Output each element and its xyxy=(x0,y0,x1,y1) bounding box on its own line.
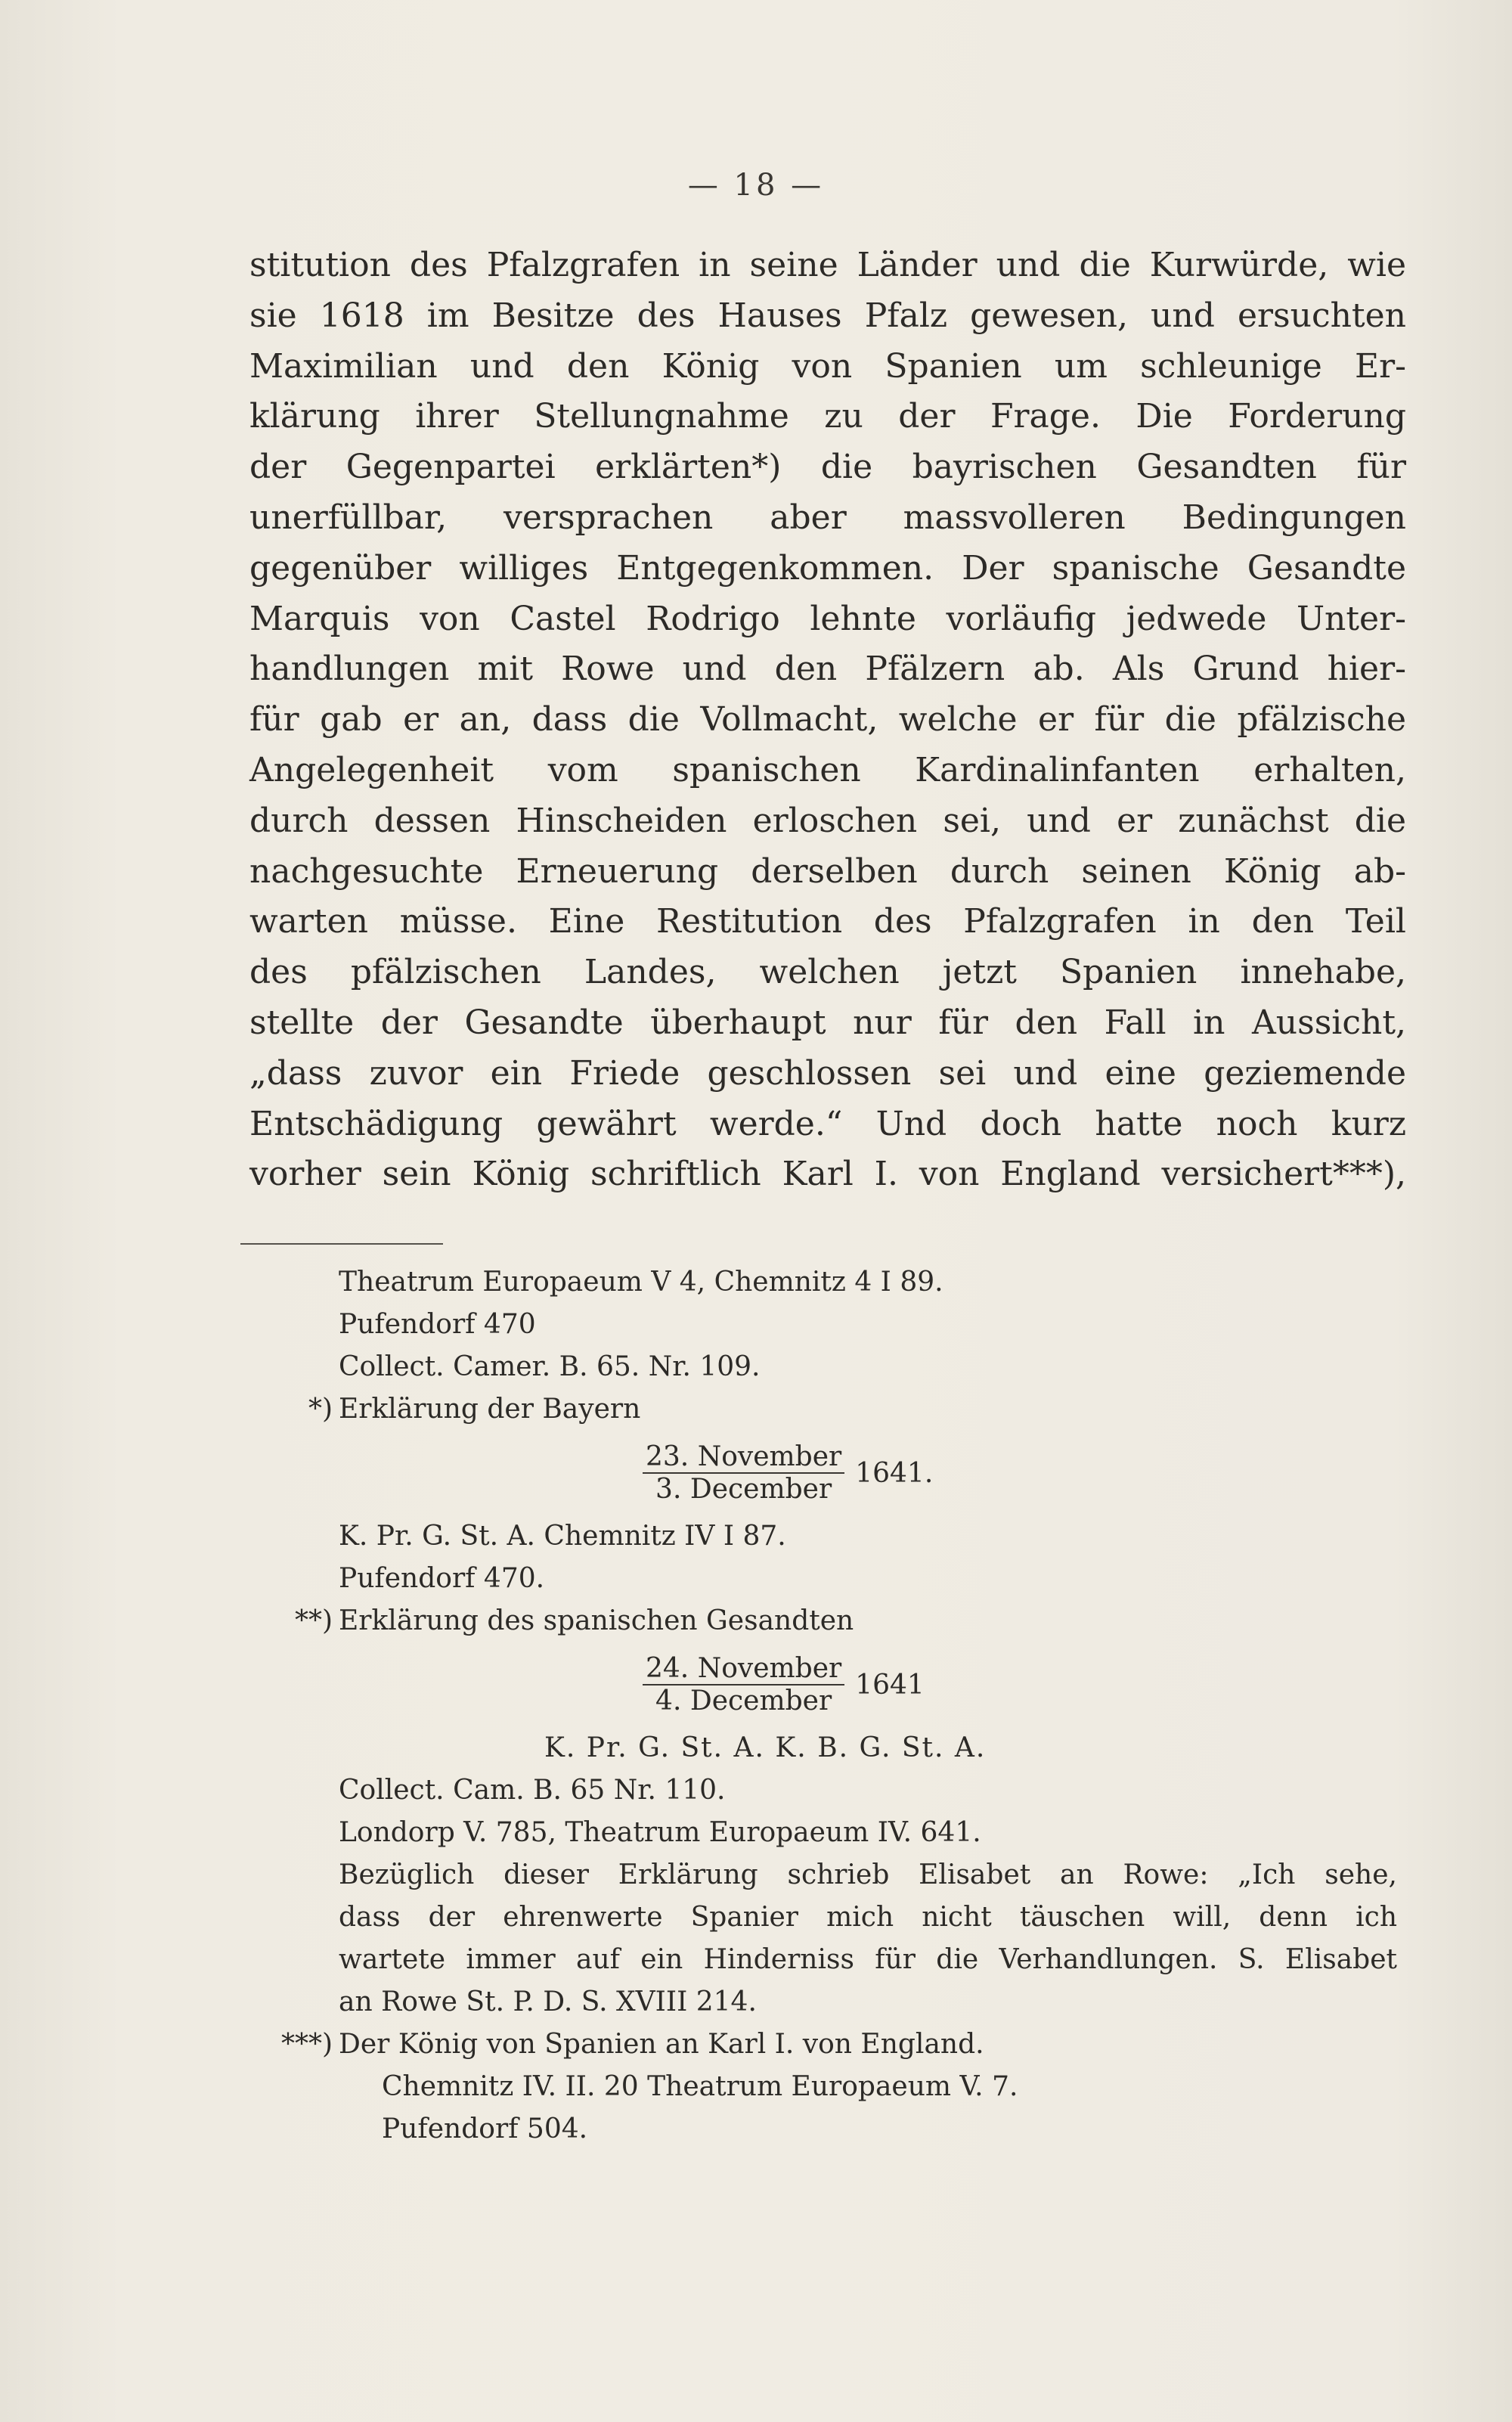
footnote-source: Theatrum Europaeum V 4, Chemnitz 4 I 89. xyxy=(339,1267,943,1298)
text-line: stitution des Pfalzgrafen in seine Länder und die Kurwürde, wie xyxy=(249,246,1406,284)
text-line: unerfüllbar, versprachen aber massvolleren Bedingungen xyxy=(249,498,1406,537)
text-line: Angelegenheit vom spanischen Kardinalinfanten erhalten, xyxy=(249,750,1406,789)
text-line: durch dessen Hinscheiden erloschen sei, und er zunächst die xyxy=(249,801,1406,840)
footnote-note xyxy=(249,1854,1406,1896)
footnote-note-line: Bezüglich dieser Erklärung schrieb Elisabet an Rowe: „Ich sehe, xyxy=(339,1859,1397,1890)
footnote-2 xyxy=(249,1600,1406,1642)
footnote-1 xyxy=(249,1388,1406,1431)
footnote-note xyxy=(249,1939,1406,1981)
footnote-note-line: wartete immer auf ein Hinderniss für die Verhandlungen. S. Elisabet xyxy=(339,1944,1397,1975)
footnote-marker: *) xyxy=(308,1394,333,1425)
footnote-archive: K. Pr. G. St. A. K. B. G. St. A. xyxy=(544,1732,987,1763)
footnote-note-end: an Rowe St. P. D. S. XVIII 214. xyxy=(339,1986,757,2017)
footnote-title: Erklärung der Bayern xyxy=(339,1394,641,1425)
footnote-source: Chemnitz IV. II. 20 Theatrum Europaeum V. 7. xyxy=(382,2071,1018,2102)
text-line: Marquis von Castel Rodrigo lehnte vorläufig jedwede Unter- xyxy=(249,599,1406,638)
text-line: handlungen mit Rowe und den Pfälzern ab. Als Grund hier- xyxy=(249,650,1406,689)
footnote-title: Der König von Spanien an Karl I. von England. xyxy=(339,2029,984,2060)
text-line: klärung ihrer Stellungnahme zu der Frage. Die Forderung xyxy=(249,397,1406,436)
date-fraction-stack xyxy=(643,1653,844,1717)
date-fraction xyxy=(249,1642,1406,1727)
date-year: 1641. xyxy=(855,1457,934,1489)
footnote-source: Pufendorf 470. xyxy=(339,1563,545,1594)
text-line: warten müsse. Eine Restitution des Pfalzgrafen in den Teil xyxy=(249,902,1406,941)
main-text xyxy=(249,240,1406,1200)
text-line: Entschädigung gewährt werde.“ Und doch hatte noch kurz xyxy=(249,1104,1406,1143)
footnote-marker: **) xyxy=(294,1605,333,1636)
footnote-source: Pufendorf 470 xyxy=(339,1309,536,1340)
text-line: sie 1618 im Besitze des Hauses Pfalz gewesen, und ersuchten xyxy=(249,296,1406,335)
text-line: stellte der Gesandte überhaupt nur für den Fall in Aussicht, xyxy=(249,1003,1406,1042)
footnote-note xyxy=(249,1896,1406,1939)
text-line: Maximilian und den König von Spanien um schleunige Er- xyxy=(249,346,1406,386)
footnote-source: Collect. Cam. B. 65 Nr. 110. xyxy=(339,1775,726,1806)
date-new-style: 4. December xyxy=(655,1685,832,1716)
footnote-source: Pufendorf 504. xyxy=(382,2113,588,2144)
footnote-separator xyxy=(240,1243,443,1245)
footnote-3 xyxy=(249,2024,1406,2066)
date-fraction xyxy=(249,1431,1406,1515)
date-year: 1641 xyxy=(855,1669,925,1701)
text-line: vorher sein König schriftlich Karl I. von England versichert***), xyxy=(249,1155,1406,1194)
date-new-style: 3. December xyxy=(655,1474,832,1505)
text-line: „dass zuvor ein Friede geschlossen sei und eine geziemende xyxy=(249,1053,1406,1093)
footnote-source: K. Pr. G. St. A. Chemnitz IV I 87. xyxy=(339,1521,786,1552)
footnotes xyxy=(249,1261,1406,2151)
text-line: nachgesuchte Erneuerung derselben durch seinen König ab- xyxy=(249,851,1406,891)
text-line: des pfälzischen Landes, welchen jetzt Spanien innehabe, xyxy=(249,953,1406,992)
footnote-marker: ***) xyxy=(280,2029,333,2060)
footnote-source: Londorp V. 785, Theatrum Europaeum IV. 641. xyxy=(339,1817,981,1848)
text-line: gegenüber williges Entgegenkommen. Der spanische Gesandte xyxy=(249,548,1406,588)
date-old-style: 24. November xyxy=(643,1653,844,1685)
footnote-source: Collect. Camer. B. 65. Nr. 109. xyxy=(339,1351,761,1382)
text-line: der Gegenpartei erklärten*) die bayrischen Gesandten für xyxy=(249,448,1406,487)
date-fraction-stack xyxy=(643,1441,844,1506)
footnote-title: Erklärung des spanischen Gesandten xyxy=(339,1605,854,1636)
text-line: für gab er an, dass die Vollmacht, welche er für die pfälzische xyxy=(249,700,1406,740)
date-old-style: 23. November xyxy=(643,1441,844,1474)
page-number: — 18 — xyxy=(687,168,825,203)
footnote-note-line: dass der ehrenwerte Spanier mich nicht täuschen will, denn ich xyxy=(339,1902,1397,1933)
